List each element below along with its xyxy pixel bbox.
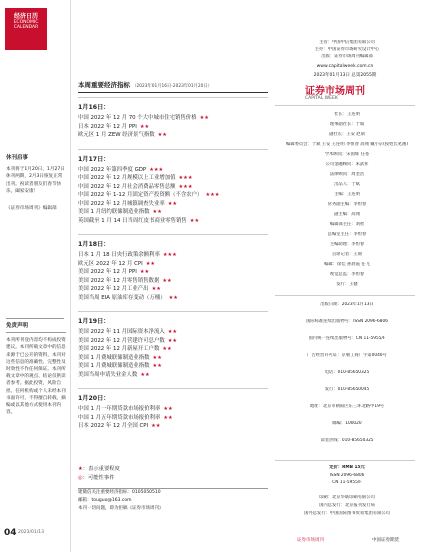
importance-stars-icon: ★★★ xyxy=(149,166,164,173)
importance-stars-icon: ★★ xyxy=(163,406,173,412)
masthead-line: 主管：中国中信集团有限公司 xyxy=(319,40,375,45)
calendar-event-text: 美国当周申请失业金人数 xyxy=(78,371,138,378)
importance-stars-icon: ★★ xyxy=(151,423,161,429)
importance-stars-icon: ★★ xyxy=(152,363,162,369)
contact-line: 国内统一连续出版物号：CN 11-5955/F xyxy=(308,336,386,341)
staff-line: 发行：王健 xyxy=(336,282,358,287)
contact-line: 广告经营许可证：京朝工商广字第0040号 xyxy=(307,353,387,358)
calendar-event-text: 中国 2022 年 12 月 70 个大中城市住宅销售价格 xyxy=(78,115,197,121)
calendar-event-text: 中国 2022 年第四季度 GDP xyxy=(78,166,147,173)
importance-stars-icon: ★★★ xyxy=(205,192,220,198)
importance-stars-icon: ★★ xyxy=(157,132,167,138)
masthead-bottom-line: 印刷：北京华联印刷有限公司 xyxy=(319,495,375,500)
calendar-event xyxy=(78,200,268,209)
importance-stars-icon: ★★ xyxy=(162,346,172,352)
bottom-logo-2: 中国证券期货 xyxy=(372,538,399,543)
calendar-event xyxy=(78,277,268,286)
calendar-event xyxy=(78,183,268,192)
calendar-event-text: 中国 1 月五年期贷款市场报价利率 xyxy=(78,414,161,421)
calendar-event-text: 中国 2022 年 12 月城镇调查失业率 xyxy=(78,200,165,207)
calendar-day xyxy=(78,311,268,379)
calendar-event-text: 美国 2022 年 12 月工业产出 xyxy=(78,286,149,292)
masthead-bottom-line: 国内总发行：北京报刊发行局 xyxy=(319,503,375,508)
calendar-event-text: 英国截至 1 月 14 日当周红皮书商业零售销售 xyxy=(78,217,187,224)
calendar-event xyxy=(78,251,268,260)
legend-circle-icon: ◎ xyxy=(78,475,83,481)
calendar-day-date: 1月19日： xyxy=(78,311,268,328)
bottom-logo-1: 证券市场周刊 xyxy=(297,538,324,543)
staff-line: 主编助理：李恒春 xyxy=(329,242,365,247)
staff-line: 主编：王连明 xyxy=(334,192,360,197)
importance-stars-icon: ★★ xyxy=(145,260,156,267)
calendar-event xyxy=(78,217,268,226)
calendar-event-text: 美国 1 月纽约联储制造业指数 xyxy=(78,209,150,215)
legend-circle-label: 可能性事件 xyxy=(87,475,115,481)
calendar-event-text: 美国 2022 年 11 月国际资本净流入 xyxy=(78,329,165,335)
contact-line: 发行：010-85650045 xyxy=(324,387,370,392)
bottom-logos xyxy=(273,537,423,543)
calendar-event xyxy=(78,123,268,132)
staff-line: 首席记者：王锦 xyxy=(331,252,363,257)
suspension-notice-body: 本刊将于1月20日、1月27日休刊两期，2月3日恢复正常出刊。祝读者朋友们春节快乐，阖家安康！ xyxy=(6,167,65,194)
calendar-day xyxy=(78,149,268,226)
calendar-footer xyxy=(78,488,268,517)
disclaimer-body: 本刊所刊登内容均不构成投资建议。本刊所载文章中的信息来源于已公开的资料，本刊对这些信息的准确性、完整性及时效性不作任何保证。本刊所载文章中的观点、结论仅供读者参考。据此投资，风险自担。任何机构或个人未经本刊书面许可，不得擅自转载、摘编或以其他方式使用本刊内容。 xyxy=(6,338,66,416)
masthead-logo: 证券市场周刊 xyxy=(305,86,365,97)
calendar-event xyxy=(78,337,268,346)
staff-line: 总编室主任：李恒春 xyxy=(327,232,367,237)
calendar-label-en: ECONOMIC CALENDAR xyxy=(13,20,39,30)
disclaimer-title: 免责声明 xyxy=(6,323,66,333)
contact-line: 电话：010-85650325 xyxy=(324,370,370,375)
calendar-date-range: （2023年01月16日-2023年01月20日） xyxy=(132,84,212,89)
contact-line: 国际标准连续出版物号：ISSN 2096-6806 xyxy=(306,319,388,324)
importance-stars-icon: ★★ xyxy=(167,200,178,207)
staff-line: 副社长：王安 赵斯 xyxy=(329,132,365,137)
importance-stars-icon: ★★ xyxy=(167,337,178,344)
suspension-notice xyxy=(6,155,66,212)
calendar-day xyxy=(78,234,268,302)
importance-stars-icon: ★★★ xyxy=(178,183,193,190)
importance-stars-icon: ★★ xyxy=(167,329,178,335)
staff-line: 学术顾问：宋国辉 任苍 xyxy=(324,152,370,157)
sidebar-divider xyxy=(6,318,64,319)
importance-stars-icon: ★★★ xyxy=(178,175,193,181)
calendar-day-date: 1月16日： xyxy=(78,97,268,114)
website-url: www.capitalweek.com.cn xyxy=(316,64,374,69)
staff-line: 视觉总监：李恒春 xyxy=(329,272,365,277)
importance-stars-icon: ★★ xyxy=(168,294,178,301)
calendar-event-text: 美国 2022 年 12 月零售销售数据 xyxy=(78,277,160,284)
staff-line: 公司金融顾问：朱武祥 xyxy=(325,162,369,167)
left-sidebar xyxy=(0,0,71,552)
staff-line: 编辑：徐佳 孙晨霞 任飞 xyxy=(324,262,370,267)
contact-line: 地址：北京市朝阳区东三环北路甲19号 xyxy=(309,404,385,409)
calendar-event-text: 美国当周 EIA 原油库存变动（万桶） xyxy=(78,294,166,301)
staff-line: 编辑部主任：刘智 xyxy=(329,222,365,227)
calendar-event-text: 中国 2022 年 12 月规模以上工业增加值 xyxy=(78,175,176,181)
calendar-event xyxy=(78,268,268,277)
calendar-event xyxy=(78,191,268,200)
legend-star-label: 表示重要程度 xyxy=(88,466,120,472)
calendar-event xyxy=(78,422,268,431)
importance-stars-icon: ★★ xyxy=(199,115,209,121)
calendar-event xyxy=(78,174,268,183)
importance-stars-icon: ★★ xyxy=(163,414,173,421)
footer-line-2: 邮箱：touguo@163.com xyxy=(78,498,132,503)
calendar-event xyxy=(78,362,268,371)
calendar-event-text: 美国 2022 年 12 月营建许可总户数 xyxy=(78,337,165,344)
staff-line: 法律顾问：周奎浩 xyxy=(329,172,365,177)
contact-line: 出版日期：2023年1月13日 xyxy=(320,302,374,307)
importance-stars-icon: ★★ xyxy=(139,123,150,130)
masthead-logo-sub: CAPITAL WEEK xyxy=(305,96,338,101)
calendar-event-text: 美国 1 月费城联储制造业指数 xyxy=(78,354,150,361)
masthead-bottom-line: 国外总发行：中国国际图书贸易集团有限公司 xyxy=(304,511,390,516)
calendar-event-text: 美国 2022 年 12 月新屋开工户数 xyxy=(78,346,160,352)
calendar-event-text: 美国 2022 年 12 月 PPI xyxy=(78,269,137,275)
legend: ★：表示重要程度 ◎：可能性事件 xyxy=(78,466,120,481)
importance-stars-icon: ★★ xyxy=(162,277,172,284)
importance-stars-icon: ★★ xyxy=(139,269,150,275)
calendar-day-date: 1月17日： xyxy=(78,149,268,166)
footer-line-3: 本刊一切问题，即为拒稿《证券市场周刊》 xyxy=(78,506,164,511)
calendar-event xyxy=(78,260,268,269)
disclaimer xyxy=(6,323,66,416)
contact-line: 邮编：100020 xyxy=(332,421,362,426)
calendar-event-text: 欧元区 2022 年 12 月 CPI xyxy=(78,260,143,267)
price: 定价：RMB 15元 xyxy=(329,465,365,470)
importance-stars-icon: ★★ xyxy=(189,217,200,224)
calendar-label-cn: 经济日历 xyxy=(13,13,38,20)
calendar-title-text: 本周重要经济指标 xyxy=(78,81,130,89)
masthead-divider-2 xyxy=(275,295,415,296)
calendar-event-text: 中国 2022 年 1-12 月固定资产投资额（不含农户） xyxy=(78,192,203,198)
staff-line: 编辑委员会：于斌 王安 王连明 李恒春 高翔 戴小京(按姓氏笔画) xyxy=(286,142,408,147)
calendar-title xyxy=(78,80,268,93)
calendar-event xyxy=(78,208,268,217)
masthead-line: 出版：证券市场周刊编辑部 xyxy=(321,54,373,59)
footer-line-1: 建微信关注重要经济指标：0105050510 xyxy=(78,490,161,495)
calendar-event xyxy=(78,166,268,175)
suspension-notice-title: 休刊启事 xyxy=(6,155,29,161)
calendar-label-box xyxy=(5,8,47,50)
issn: ISSN 2096-6806 xyxy=(329,473,365,478)
importance-stars-icon: ★★ xyxy=(152,209,162,215)
staff-line: 社长：王连明 xyxy=(334,112,360,117)
page-date: 2023/01/13 xyxy=(18,530,44,535)
masthead-divider-1 xyxy=(275,105,415,106)
issue-info: 2023年01月13日 总第2055期 xyxy=(313,73,377,78)
calendar-event xyxy=(78,328,268,337)
calendar-event xyxy=(78,131,268,140)
cn-number: CN 11-5955/F xyxy=(332,480,362,485)
calendar-event xyxy=(78,294,268,303)
calendar-day-date: 1月18日： xyxy=(78,234,268,251)
importance-stars-icon: ★★ xyxy=(140,371,150,378)
staff-line: 出品人：于斌 xyxy=(334,182,360,187)
calendar-day-date: 1月20日： xyxy=(78,388,268,405)
suspension-notice-sign: 《证券市场周刊》编辑部 xyxy=(6,206,57,212)
masthead-line: 主办：中国证券市场研究设计中心 xyxy=(314,47,380,52)
importance-stars-icon: ★★ xyxy=(151,286,161,292)
calendar-event-text: 美国 1 月费城联储制造业指数 xyxy=(78,363,150,369)
legend-star-icon: ★ xyxy=(78,466,83,472)
staff-line: 理事副社长：于斌 xyxy=(329,122,365,127)
importance-stars-icon: ★★★ xyxy=(162,252,177,258)
importance-stars-icon: ★★ xyxy=(152,354,162,361)
calendar-event xyxy=(78,114,268,123)
calendar-event-text: 日本 2022 年 12 月全国 CPI xyxy=(78,423,149,429)
calendar-event-text: 中国 1 月一年期贷款市场报价利率 xyxy=(78,406,161,412)
calendar-event xyxy=(78,345,268,354)
calendar-event xyxy=(78,405,268,414)
calendar-day xyxy=(78,388,268,431)
masthead-divider-3 xyxy=(275,460,415,461)
calendar-event-text: 日本 1 月 18 日央行政策余额利率 xyxy=(78,252,160,258)
calendar-event xyxy=(78,371,268,380)
page-number: 04 xyxy=(4,528,17,538)
calendar-event xyxy=(78,285,268,294)
calendar-event-text: 日本 2022 年 12 月 PPI xyxy=(78,123,137,130)
calendar-event-text: 欧元区 1 月 ZEW 经济景气指数 xyxy=(78,132,155,138)
calendar-event xyxy=(78,414,268,423)
calendar-event xyxy=(78,354,268,363)
contact-line: 读者热线：010-85650325 xyxy=(320,438,374,443)
staff-line: 常务副主编：李恒春 xyxy=(327,202,367,207)
calendar-event-text: 中国 2022 年 12 月社会消费品零售总额 xyxy=(78,183,176,190)
calendar-day xyxy=(78,97,268,140)
staff-line: 副主编：高翔 xyxy=(334,212,360,217)
